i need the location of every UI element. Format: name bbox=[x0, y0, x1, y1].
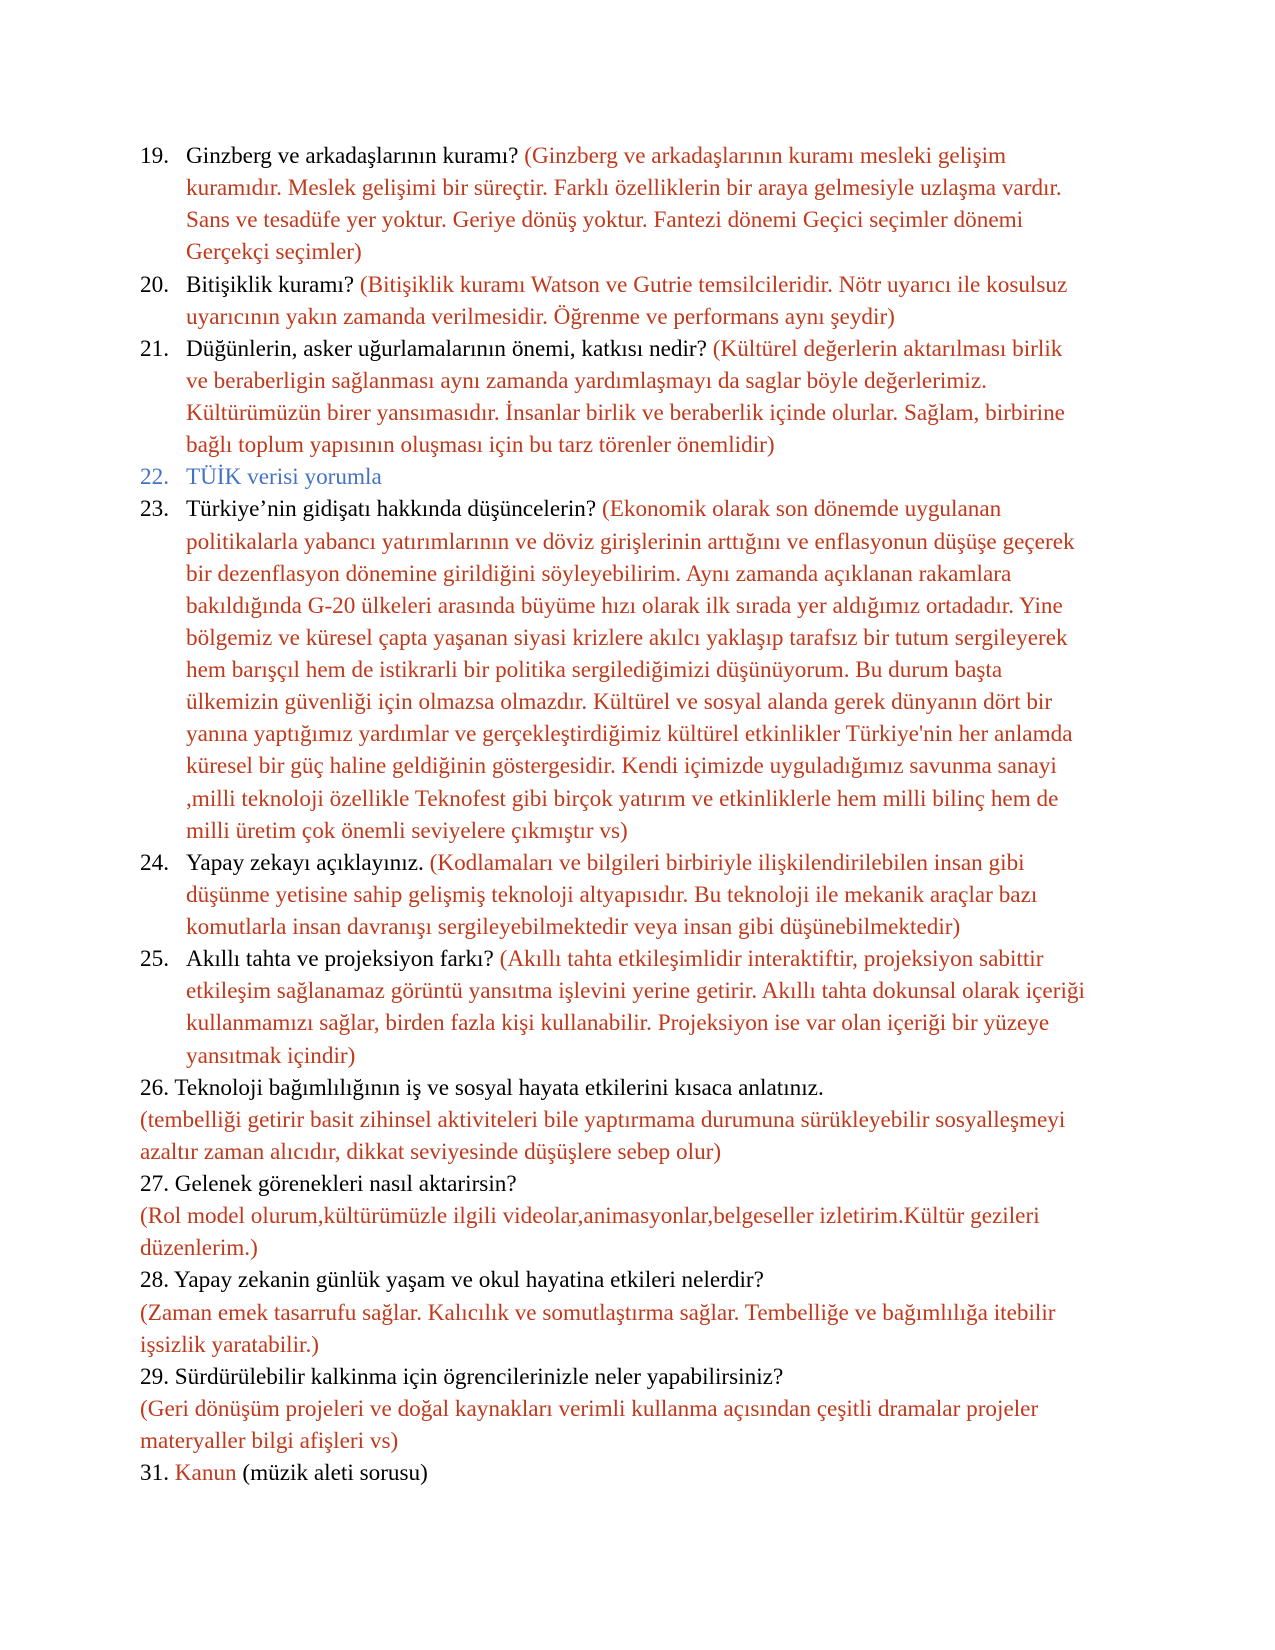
answer-line: (Geri dönüşüm projeleri ve doğal kaynakları verimli kullanma açısından çeşitli dramalar projeler materyaller bilgi afişleri vs) bbox=[140, 1395, 1039, 1454]
answer-line: (Zaman emek tasarrufu sağlar. Kalıcılık ve somutlaştırma sağlar. Tembelliğe ve bağımlılığa itebilir işsizlik yaratabilir.) bbox=[140, 1299, 1056, 1358]
final-item-red-word: Kanun bbox=[174, 1460, 237, 1487]
question-line: 28. Yapay zekanin günlük yaşam ve okul hayatina etkileri nelerdir? bbox=[140, 1267, 764, 1294]
answer-text: (Bitişiklik kuramı Watson ve Gutrie temsilcileridir. Nötr uyarıcı ile kosulsuz uyarıcının yakın zamanda verilmesidir. Öğrenme ve performans aynı şeydir) bbox=[186, 271, 1068, 330]
list-item bbox=[140, 943, 1085, 1072]
list-item bbox=[140, 847, 1085, 943]
question-text: Ginzberg ve arkadaşlarının kuramı? bbox=[186, 143, 525, 169]
list-item-number: 21. bbox=[140, 335, 169, 362]
question-text: Türkiye’nin gidişatı hakkında düşüncelerin? bbox=[186, 496, 602, 523]
list-item bbox=[140, 333, 1085, 462]
final-item-tail: (müzik aleti sorusu) bbox=[236, 1460, 428, 1487]
answer-line: (Rol model olurum,kültürümüzle ilgili videolar,animasyonlar,belgeseller izletirim.Kültür gezileri düzenlerim.) bbox=[140, 1203, 1040, 1262]
question-text: Düğünlerin, asker uğurlamalarının önemi, katkısı nedir? bbox=[186, 335, 713, 362]
answer-line: (tembelliği getirir basit zihinsel aktiviteleri bile yaptırmama durumuna sürükleyebilir sosyalleşmeyi azaltır zaman alıcıdır, dikkat seviyesinde düşüşlere sebep olur) bbox=[140, 1106, 1066, 1165]
question-text: Yapay zekayı açıklayınız. bbox=[186, 849, 430, 876]
answer-text: (Akıllı tahta etkileşimlidir interaktiftir, projeksiyon sabittir etkileşim sağlanamaz görüntü yansıtma işlevini yerine getirir. Akıllı tahta dokunsal olarak içeriği kullanmamızı sağlar, birden fazla kişi kullanabilir. Projeksiyon ise var olan içeriği bir yüzeye yansıtmak içindir) bbox=[186, 946, 1085, 1069]
list-item bbox=[140, 140, 1085, 269]
question-line: 27. Gelenek görenekleri nasıl aktarirsin? bbox=[140, 1171, 517, 1197]
list-item-number: 24. bbox=[140, 849, 169, 876]
question-text: Akıllı tahta ve projeksiyon farkı? bbox=[186, 946, 500, 973]
list-item bbox=[140, 269, 1085, 333]
question-text-blue: TÜİK verisi yorumla bbox=[186, 464, 382, 491]
list-item-number: 22. bbox=[140, 464, 169, 491]
final-item-number: 31. bbox=[140, 1460, 175, 1487]
document-body bbox=[140, 140, 1085, 1489]
list-item-highlighted bbox=[140, 461, 1085, 493]
numbered-question-list bbox=[140, 140, 1085, 1072]
question-line: 26. Teknoloji bağımlılığının iş ve sosyal hayata etkilerini kısaca anlatınız. bbox=[140, 1074, 824, 1101]
list-item-number: 19. bbox=[140, 143, 169, 169]
question-text: Bitişiklik kuramı? bbox=[186, 271, 360, 298]
answer-text: (Kodlamaları ve bilgileri birbiriyle ilişkilendirilebilen insan gibi düşünme yetisine sahip gelişmiş teknoloji altyapısıdır. Bu teknoloji ile mekanik araçlar bazı komutlarla insan davranışı sergileyebilmektedir veya insan gibi düşünebilmektedir) bbox=[186, 849, 1038, 940]
answer-text: (Ekonomik olarak son dönemde uygulanan politikalarla yabancı yatırımlarının ve döviz girişlerinin arttığını ve enflasyonun düşüşe geçerek bir dezenflasyon dönemine girildiğini söyleyebilirim. Aynı zamanda açıklanan rakamlara bakıldığında G-20 ülkeleri arasında büyüme hızı olarak ilk sırada yer aldığımız ortadadır. Yine bölgemiz ve küresel çapta yaşanan siyasi krizlere akılcı yaklaşıp tarafsız bir tutum sergileyerek hem barışçıl hem de istikrarli bir politika sergilediğimizi düşünüyorum. Bu durum başta ülkemizin güvenliği için olmazsa olmazdır. Kültürel ve sosyal alanda gerek dünyanın dört bir yanına yaptığımız yardımlar ve gerçekleştirdiğimiz kültürel etkinlikler Türkiye'nin her anlamda küresel bir güç haline geldiğinin göstergesidir. Kendi içimizde uyguladığımız savunma sanayi ,milli teknoloji özellikle Teknofest gibi birçok yatırım ve etkinliklerle hem milli bilinç hem de milli üretim çok önemli seviyelere çıkmıştır vs) bbox=[186, 496, 1075, 844]
question-line: 29. Sürdürülebilir kalkinma için ögrencilerinizle neler yapabilirsiniz? bbox=[140, 1363, 784, 1390]
answer-text: (Ginzberg ve arkadaşlarının kuramı mesleki gelişim kuramıdır. Meslek gelişimi bir süreçtir. Farklı özelliklerin bir araya gelmesiyle uzlaşma vardır. Sans ve tesadüfe yer yoktur. Geriye dönüş yoktur. Fantezi dönemi Geçici seçimler dönemi Gerçekçi seçimler) bbox=[186, 143, 1062, 266]
list-item-number: 25. bbox=[140, 946, 169, 973]
list-item bbox=[140, 493, 1085, 846]
list-item-number: 20. bbox=[140, 271, 169, 298]
flat-question-block bbox=[140, 1072, 1085, 1490]
final-question-line bbox=[140, 1457, 1085, 1489]
list-item-number: 23. bbox=[140, 496, 169, 523]
answer-text: (Kültürel değerlerin aktarılması birlik ve beraberligin sağlanması aynı zamanda yardımlaşmayı da saglar böyle değerlerimiz. Kültürümüzün birer yansımasıdır. İnsanlar birlik ve beraberlik içinde olurlar. Sağlam, birbirine bağlı toplum yapısının oluşması için bu tarz törenler önemlidir) bbox=[186, 335, 1065, 459]
